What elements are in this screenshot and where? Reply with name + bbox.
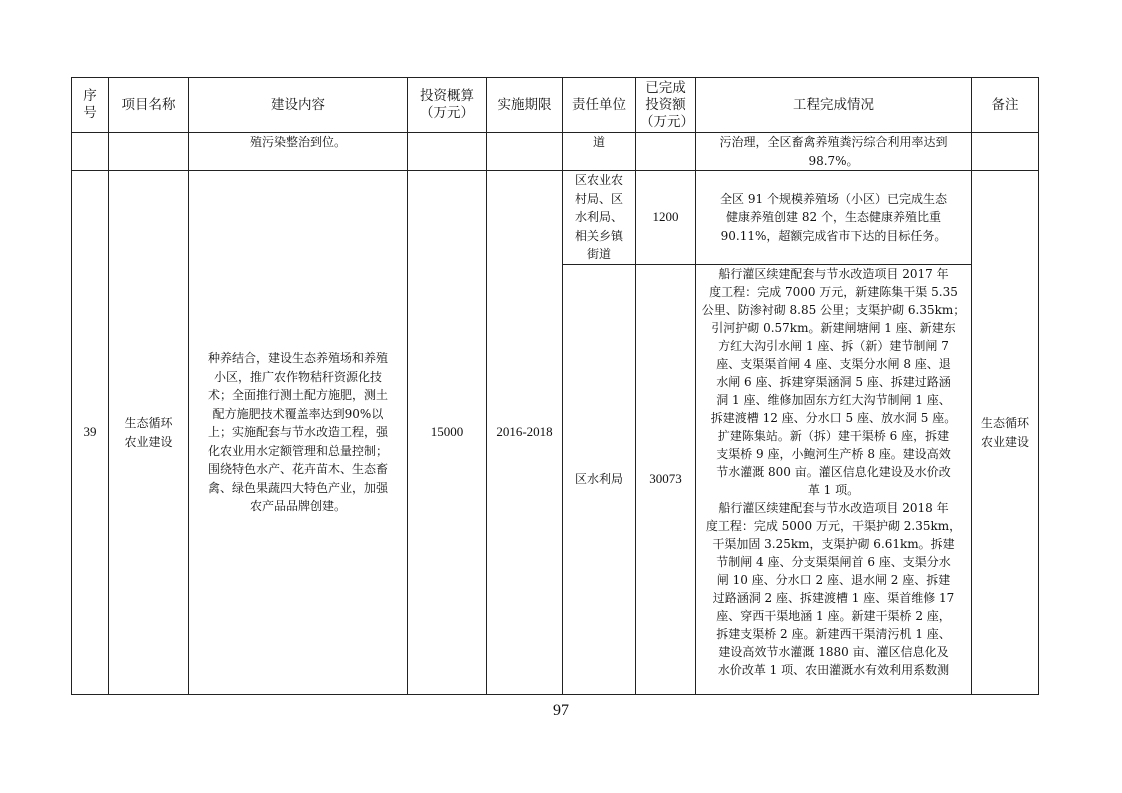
row39-sub1-progress: 全区 91 个规模养殖场（小区）已完成生态 健康养殖创建 82 个，生态健康养殖比重 90.11%，超额完成省市下达的目标任务。 — [696, 171, 972, 265]
row39-sub2-completed: 30073 — [636, 265, 696, 695]
header-name: 项目名称 — [109, 78, 189, 133]
cont-content-cell: 殖污染整治到位。 — [189, 133, 408, 171]
cont-remark-cell — [972, 133, 1039, 171]
header-progress: 工程完成情况 — [696, 78, 972, 133]
cont-budget-cell — [408, 133, 487, 171]
row39-sub2-unit: 区水利局 — [563, 265, 636, 695]
page-number: 97 — [553, 702, 569, 719]
cont-seq-cell — [72, 133, 109, 171]
header-unit: 责任单位 — [563, 78, 636, 133]
project-table — [71, 77, 1039, 695]
header-seq: 序 号 — [72, 78, 109, 133]
row39-sub2-progress: 船行灌区续建配套与节水改造项目 2017 年 度工程：完成 7000 万元，新建陈集干渠 5.35 公里、防渗衬砌 8.85 公里；支渠护砌 6.35km； 引河护砌 0.57km。新建闸塘闸 1 座、新建东 方红大沟引水闸 1 座、拆（新）建节制闸 7 座、支渠渠首闸 4 座、支渠分水闸 8 座、退 水闸 6 座、拆建穿渠涵洞 5 座、拆建过路涵 洞 1 座、维修加固东方红大沟节制闸 1 座、 拆建渡槽 12 座、分水口 5 座、放水洞 5 座。 扩建陈集站。新（拆）建干渠桥 6 座，拆建 支渠桥 9 座，小鲍河生产桥 8 座。建设高效 节水灌溉 800 亩。灌区信息化建设及水价改 革 1 项。 船行灌区续建配套与节水改造项目 2018 年 度工程：完成 5000 万元，干渠护砌 2.35km， 干渠加固 3.25km，支渠护砌 6.61km。拆建 节制闸 4 座、分支渠渠闸首 6 座、支渠分水 闸 10 座、分水口 2 座、退水闸 2 座、拆建 过路涵洞 2 座、拆建渡槽 1 座、渠首维修 17 座、穿西干渠地涵 1 座。新建干渠桥 2 座， 拆建支渠桥 2 座。新建西干渠清污机 1 座、 建设高效节水灌溉 1880 亩、灌区信息化及 水价改革 1 项、农田灌溉水有效利用系数测 — [696, 265, 972, 695]
row39-sub1-completed: 1200 — [636, 171, 696, 265]
row39-name: 生态循环 农业建设 — [109, 171, 189, 695]
cont-completed-cell — [636, 133, 696, 171]
cont-period-cell — [487, 133, 563, 171]
header-period: 实施期限 — [487, 78, 563, 133]
cont-unit-cell: 道 — [563, 133, 636, 171]
row-39-part-1 — [72, 171, 1039, 265]
continuation-row — [72, 133, 1039, 171]
header-row — [72, 78, 1039, 133]
row39-seq: 39 — [72, 171, 109, 695]
row39-sub1-unit: 区农业农 村局、区 水利局、 相关乡镇 街道 — [563, 171, 636, 265]
row39-budget: 15000 — [408, 171, 487, 695]
header-remark: 备注 — [972, 78, 1039, 133]
row39-content: 种养结合，建设生态养殖场和养殖 小区，推广农作物秸秆资源化技 术；全面推行测土配方施肥，测土 配方施肥技术覆盖率达到90%以 上；实施配套与节水改造工程，强 化农业用水定额管理和总量控制； 围绕特色水产、花卉苗木、生态畜 禽、绿色果蔬四大特色产业，加强 农产品品牌创建。 — [189, 171, 408, 695]
row39-remark: 生态循环 农业建设 — [972, 171, 1039, 695]
cont-name-cell — [109, 133, 189, 171]
row39-period: 2016-2018 — [487, 171, 563, 695]
cont-progress-cell: 污治理，全区畜禽养殖粪污综合利用率达到 98.7%。 — [696, 133, 972, 171]
header-completed: 已完成 投资额 （万元） — [636, 78, 696, 133]
header-budget: 投资概算 （万元） — [408, 78, 487, 133]
header-content: 建设内容 — [189, 78, 408, 133]
